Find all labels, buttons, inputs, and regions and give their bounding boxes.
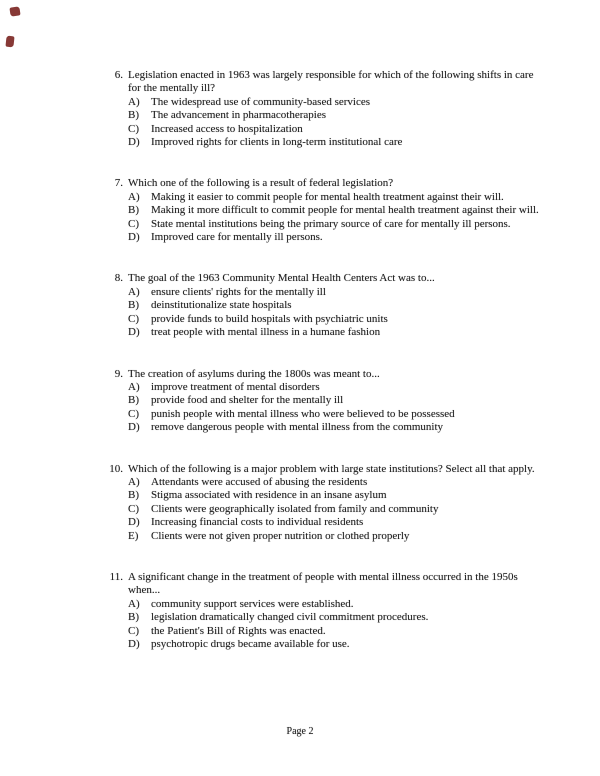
option-text: remove dangerous people with mental illness from the community (151, 421, 444, 434)
answer-option (128, 625, 546, 638)
question-item (99, 272, 546, 339)
option-text: ensure clients' rights for the mentally ill (151, 285, 326, 298)
question-item (99, 463, 546, 543)
option-text: Increasing financial costs to individual residents (151, 516, 364, 529)
answer-option (128, 218, 546, 231)
question-number: 7. (114, 177, 123, 190)
option-letter: D) (128, 231, 140, 244)
answer-option (128, 381, 546, 394)
option-letter: C) (128, 624, 139, 637)
answer-option (128, 326, 546, 339)
option-letter: D) (128, 326, 140, 339)
option-letter: C) (128, 312, 139, 325)
option-letter: B) (128, 611, 139, 624)
question-number: 9. (114, 367, 123, 380)
option-letter: D) (128, 638, 140, 650)
option-text: psychotropic drugs became available for use. (151, 638, 350, 650)
option-text: Making it more difficult to commit people for mental health treatment against their will. (151, 204, 539, 217)
ink-mark-icon (5, 36, 14, 48)
option-text: The advancement in pharmacotherapies (151, 109, 327, 122)
question-body (128, 272, 546, 339)
option-text: the Patient's Bill of Rights was enacted. (151, 624, 326, 637)
question-body (128, 463, 546, 543)
question-text: A significant change in the treatment of people with mental illness occurred in the 1950s when... (128, 570, 518, 597)
question-text: The goal of the 1963 Community Mental Health Centers Act was to... (128, 272, 435, 285)
question-text: The creation of asylums during the 1800s was meant to... (128, 367, 380, 380)
question-item (99, 177, 546, 244)
question-number: 10. (109, 462, 123, 475)
option-letter: A) (128, 285, 140, 298)
option-text: Clients were geographically isolated from family and community (151, 502, 439, 515)
answer-option (128, 286, 546, 299)
option-text: Clients were not given proper nutrition or clothed properly (151, 529, 410, 542)
option-letter: C) (128, 122, 139, 135)
option-letter: A) (128, 380, 140, 393)
question-item (99, 368, 546, 435)
answer-option (128, 530, 546, 543)
option-letter: C) (128, 502, 139, 515)
option-text: improve treatment of mental disorders (151, 380, 320, 393)
option-letter: B) (128, 489, 139, 502)
option-text: The widespread use of community-based services (151, 95, 371, 108)
question-text: Which one of the following is a result of federal legislation? (128, 177, 394, 190)
question-body (128, 571, 546, 651)
question-number: 6. (114, 69, 123, 81)
answer-option (128, 408, 546, 421)
option-text: Making it easier to commit people for mental health treatment against their will. (151, 190, 504, 203)
option-letter: B) (128, 204, 139, 217)
option-text: provide food and shelter for the mentally ill (151, 394, 344, 407)
option-letter: D) (128, 516, 140, 529)
option-text: Attendants were accused of abusing the residents (151, 475, 368, 488)
option-letter: A) (128, 475, 140, 488)
option-letter: C) (128, 217, 139, 230)
option-text: community support services were established. (151, 597, 354, 610)
question-number: 11. (109, 570, 123, 583)
answer-option (128, 231, 546, 244)
option-text: Increased access to hospitalization (151, 122, 303, 135)
option-letter: B) (128, 299, 139, 312)
answer-option (128, 109, 546, 122)
question-body (128, 69, 546, 149)
answer-option (128, 96, 546, 109)
option-letter: E) (128, 529, 139, 542)
option-letter: C) (128, 407, 139, 420)
option-text: Improved rights for clients in long-term institutional care (151, 136, 403, 149)
question-item (99, 69, 546, 149)
option-text: punish people with mental illness who were believed to be possessed (151, 407, 455, 420)
answer-option (128, 611, 546, 624)
answer-option (128, 598, 546, 611)
ink-mark-icon (9, 6, 20, 16)
answer-option (128, 204, 546, 217)
option-text: treat people with mental illness in a humane fashion (151, 326, 381, 339)
option-letter: A) (128, 190, 140, 203)
question-body (128, 368, 546, 435)
question-list (99, 69, 546, 679)
answer-option (128, 123, 546, 136)
option-letter: D) (128, 136, 140, 149)
question-number: 8. (114, 272, 123, 285)
option-letter: B) (128, 109, 139, 122)
page-footer (0, 725, 600, 738)
question-body (128, 177, 546, 244)
option-text: Improved care for mentally ill persons. (151, 231, 323, 244)
answer-option (128, 136, 546, 149)
option-text: legislation dramatically changed civil commitment procedures. (151, 611, 429, 624)
question-item (99, 571, 546, 651)
page-number: Page 2 (286, 726, 314, 737)
answer-option (128, 638, 546, 651)
answer-option (128, 489, 546, 502)
question-text: Which of the following is a major problem with large state institutions? Select all that apply. (128, 462, 535, 475)
option-text: provide funds to build hospitals with psychiatric units (151, 312, 388, 325)
answer-option (128, 313, 546, 326)
answer-option (128, 299, 546, 312)
answer-option (128, 503, 546, 516)
option-letter: D) (128, 421, 140, 434)
answer-option (128, 191, 546, 204)
answer-option (128, 476, 546, 489)
answer-option (128, 421, 546, 434)
answer-option (128, 394, 546, 407)
question-text: Legislation enacted in 1963 was largely responsible for which of the following shifts in care for the mentally ill? (128, 69, 534, 95)
option-text: State mental institutions being the primary source of care for mentally ill persons. (151, 217, 511, 230)
option-letter: A) (128, 597, 140, 610)
option-text: deinstitutionalize state hospitals (151, 299, 292, 312)
option-letter: B) (128, 394, 139, 407)
option-letter: A) (128, 95, 140, 108)
option-text: Stigma associated with residence in an insane asylum (151, 489, 387, 502)
answer-option (128, 516, 546, 529)
